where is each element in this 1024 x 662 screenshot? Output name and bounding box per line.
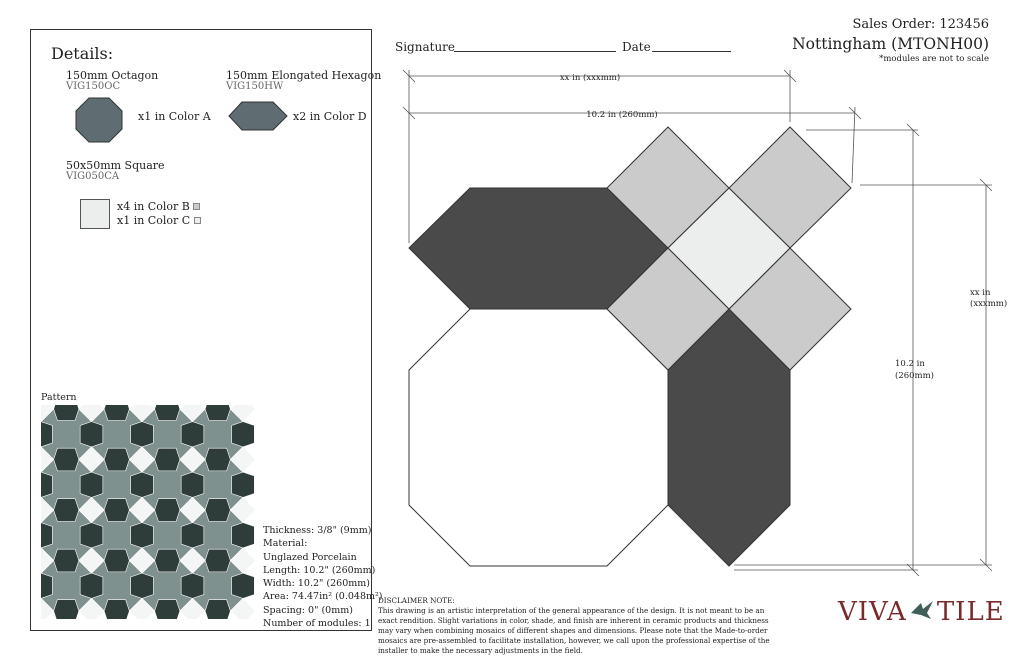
spec-spacing: Spacing: 0" (0mm) bbox=[263, 604, 353, 616]
scale-note: *modules are not to scale bbox=[879, 54, 989, 64]
spec-width: Width: 10.2" (260mm) bbox=[263, 578, 370, 590]
dim-top-inner: 10.2 in (260mm) bbox=[586, 110, 658, 120]
spec-length: Length: 10.2" (260mm) bbox=[263, 564, 376, 576]
disclaimer bbox=[378, 596, 783, 656]
viva-tile-logo bbox=[838, 597, 1005, 627]
disclaimer-heading: DISCLAIMER NOTE: bbox=[378, 596, 455, 605]
square-name: 50x50mm Square bbox=[66, 159, 165, 172]
signature-label: Signature bbox=[395, 40, 456, 54]
pattern-label: Pattern bbox=[41, 392, 77, 403]
dim-top-outer: xx in (xxxmm) bbox=[559, 73, 621, 83]
details-heading: Details: bbox=[51, 44, 114, 63]
hexagon-name: 150mm Elongated Hexagon bbox=[226, 69, 382, 82]
spec-area: Area: 74.47in² (0.048m²) bbox=[263, 591, 383, 603]
spec-material: Unglazed Porcelain bbox=[263, 551, 357, 563]
logo-text-right: TILE bbox=[936, 597, 1005, 627]
bird-icon bbox=[909, 599, 935, 623]
disclaimer-text: This drawing is an artistic interpretation of the general appearance of the design. It is not meant to be an exact rendition. Slight variations in color, shade, and finish are inherent in ceramic products and thickness may vary when combining mosaics of different shapes and dimensions. Please note that the Made-to-order mosaics are pre-assembled to facilitate installation, however, we call upon the professional expertise of the installer to make the necessary adjustments in the field. bbox=[378, 606, 770, 655]
octagon-name: 150mm Octagon bbox=[66, 69, 159, 82]
square-code: VIG050CA bbox=[66, 171, 120, 182]
product-title: Nottingham (MTONH00) bbox=[792, 35, 989, 53]
sales-order: Sales Order: 123456 bbox=[852, 17, 989, 32]
octagon-code: VIG150OC bbox=[66, 81, 121, 92]
spec-modules: Number of modules: 1 bbox=[263, 618, 371, 630]
drawing-octagon bbox=[409, 309, 668, 566]
hexagon-code: VIG150HW bbox=[226, 81, 284, 92]
square-quantity-c-text: x1 in Color C bbox=[117, 214, 191, 227]
hexagon-quantity: x2 in Color D bbox=[293, 110, 367, 123]
dim-right-inner-1: 10.2 in bbox=[895, 359, 925, 369]
octagon-quantity: x1 in Color A bbox=[138, 110, 211, 123]
date-label: Date bbox=[622, 40, 651, 54]
spec-thickness: Thickness: 3/8" (9mm) bbox=[263, 525, 372, 536]
spec-material-label: Material: bbox=[263, 538, 308, 550]
dim-right-inner-2: (260mm) bbox=[895, 371, 934, 381]
square-quantity-b-text: x4 in Color B bbox=[117, 200, 190, 213]
dim-right-outer-1: xx in bbox=[970, 288, 991, 298]
dim-right-outer-2: (xxxmm) bbox=[970, 299, 1008, 309]
logo-text-left: VIVA bbox=[838, 597, 907, 627]
